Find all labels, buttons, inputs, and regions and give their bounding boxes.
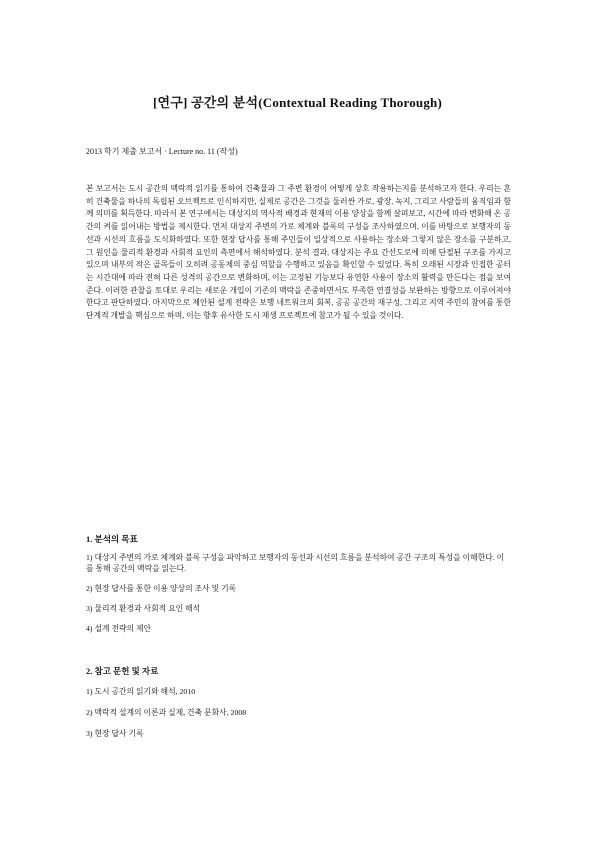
section-heading-2: 2. 참고 문헌 및 자료 bbox=[86, 666, 159, 676]
document-meta: 2013 학기 제출 보고서 · Lecture no. 11 (작성) bbox=[86, 147, 238, 156]
list-item: 3) 현장 답사 기록 bbox=[86, 729, 144, 738]
list-item: 1) 도시 공간의 읽기와 해석, 2010 bbox=[86, 687, 196, 696]
list-item: 1) 대상지 주변의 가로 체계와 블록 구성을 파악하고 보행자의 동선과 시선의 흐름을 분석하여 공간 구조의 특성을 이해한다. 이를 통해 공간의 맥락을 읽는다. bbox=[86, 553, 505, 573]
section-2-list bbox=[86, 686, 511, 749]
list-item: 2) 맥락적 설계의 이론과 실제, 건축 문화사, 2008 bbox=[86, 708, 247, 717]
list-item: 3) 물리적 환경과 사회적 요인 해석 bbox=[86, 604, 201, 613]
list-item: 2) 현장 답사를 통한 이용 양상의 조사 및 기록 bbox=[86, 584, 237, 593]
page-title: [연구] 공간의 분석(Contextual Reading Thorough) bbox=[152, 95, 442, 110]
section-1-list bbox=[86, 552, 511, 643]
body-paragraph: 본 보고서는 도시 공간의 맥락적 읽기를 통하여 건축물과 그 주변 환경이 어떻게 상호 작용하는지를 분석하고자 한다. 우리는 흔히 건축물을 하나의 독립된 오브젝트로 인식하지만, 실제로 공간은 그것을 둘러싼 가로, 광장, 녹지, 그리고 사람들의 움직임과 함께 의미를 획득한다. 따라서 본 연구에서는 대상지의 역사적 배경과 현재의 이용 양상을 함께 살펴보고, 시간에 따라 변화해 온 공간의 켜를 읽어내는 방법을 제시한다. 먼저 대상지 주변의 가로 체계와 블록의 구성을 조사하였으며, 이를 바탕으로 보행자의 동선과 시선의 흐름을 도식화하였다. 또한 현장 답사를 통해 주민들이 일상적으로 사용하는 장소와 그렇지 않은 장소를 구분하고, 그 원인을 물리적 환경과 사회적 요인의 측면에서 해석하였다. 분석 결과, 대상지는 주요 간선도로에 의해 단절된 구조를 가지고 있으며 내부의 작은 골목들이 오히려 공동체의 중심 역할을 수행하고 있음을 확인할 수 있었다. 특히 오래된 시장과 인접한 공터는 시간대에 따라 전혀 다른 성격의 공간으로 변화하며, 이는 고정된 기능보다 유연한 사용이 장소의 활력을 만든다는 점을 보여준다. 이러한 관찰을 토대로 우리는 새로운 개입이 기존의 맥락을 존중하면서도 부족한 연결성을 보완하는 방향으로 이루어져야 한다고 판단하였다. 마지막으로 제안된 설계 전략은 보행 네트워크의 회복, 공공 공간의 재구성, 그리고 지역 주민의 참여를 통한 단계적 개발을 핵심으로 하며, 이는 향후 유사한 도시 재생 프로젝트에 참고가 될 수 있을 것이다. bbox=[86, 184, 511, 321]
list-item: 4) 설계 전략의 제안 bbox=[86, 624, 152, 633]
section-heading-1: 1. 분석의 목표 bbox=[86, 534, 138, 544]
